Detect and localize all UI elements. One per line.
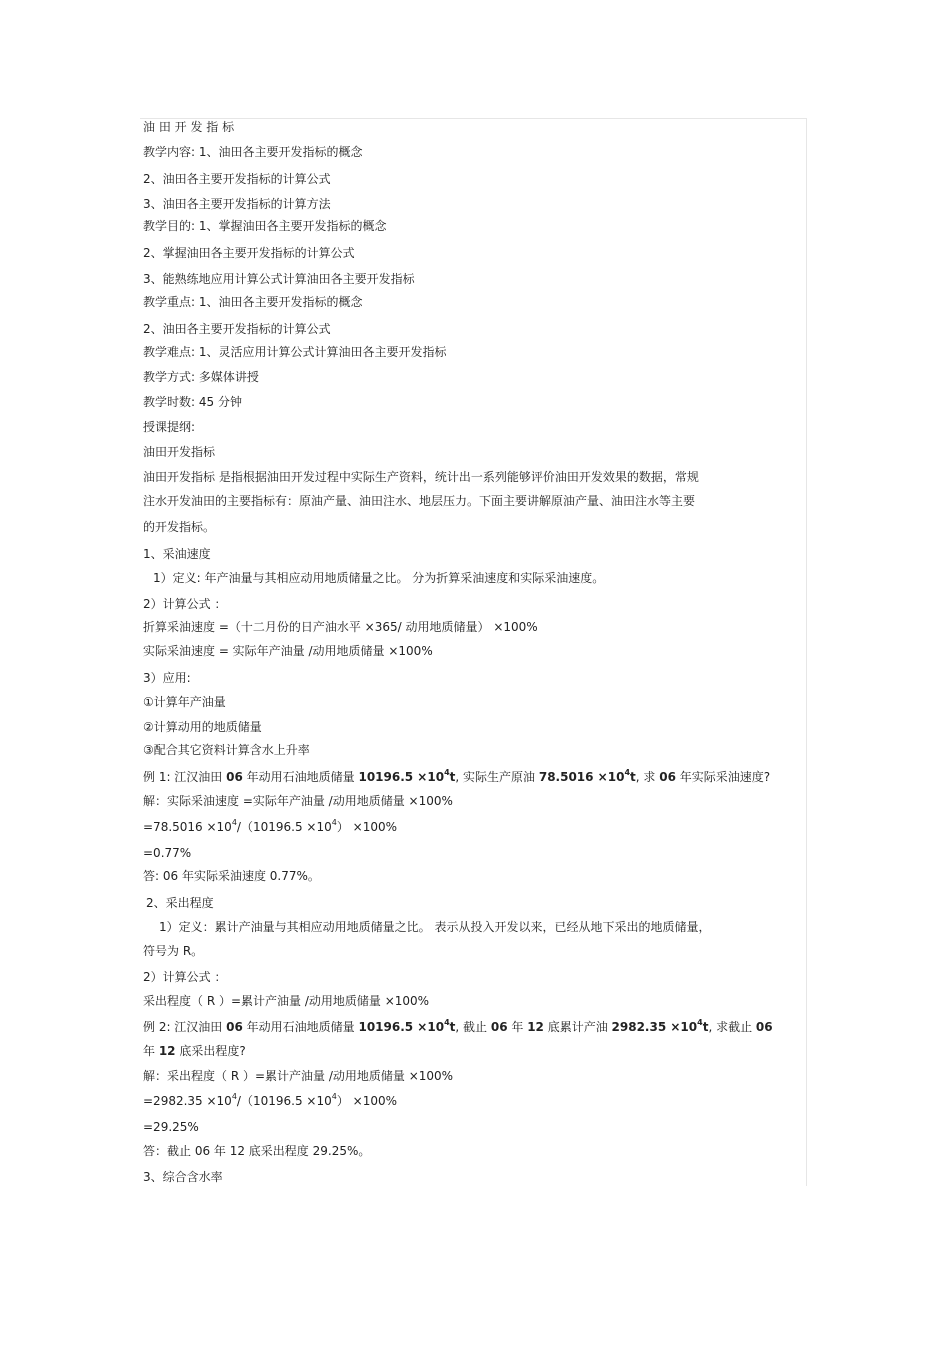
- list-item: ③配合其它资料计算含水上升率: [143, 743, 310, 757]
- text-line: 3、油田各主要开发指标的计算方法: [143, 197, 331, 211]
- section-heading: 2、采出程度: [146, 896, 214, 910]
- definition-line: 1）定义: 年产油量与其相应动用地质储量之比。 分为折算采油速度和实际采油速度。: [153, 571, 605, 585]
- list-item: ①计算年产油量: [143, 695, 226, 709]
- text-line: 3）应用:: [143, 671, 191, 685]
- text-line: 授课提纲:: [143, 420, 196, 434]
- formula-line: 采出程度（ R ）=累计产油量 /动用地质储量 ×100%: [143, 994, 430, 1008]
- list-item: ②计算动用的地质储量: [143, 720, 262, 734]
- solution-line: =0.77%: [143, 846, 192, 860]
- text-line: 符号为 R。: [143, 944, 204, 958]
- text-line: 2、油田各主要开发指标的计算公式: [143, 322, 331, 336]
- text-line: 教学目的: 1、掌握油田各主要开发指标的概念: [143, 219, 387, 233]
- section-heading: 3、综合含水率: [143, 1170, 223, 1184]
- text-line: 教学方式: 多媒体讲授: [143, 370, 259, 384]
- paragraph-line: 注水开发油田的主要指标有：原油产量、油田注水、地层压力。下面主要讲解原油产量、油田注水等主要: [143, 494, 696, 508]
- text-line: 2、油田各主要开发指标的计算公式: [143, 172, 331, 186]
- solution-line: $=2982.35 \times 10^4/(10196.5 \times 10^4) \times 100\%$: [143, 1092, 398, 1108]
- text-line: 教学内容: 1、油田各主要开发指标的概念: [143, 145, 363, 159]
- example-1: 例 1: 江汉油田 06 年动用石油地质储量 $10196.5 \times 10^4t$, 实际生产原油 $78.5016 \times 10^4t$, 求 06 年实际采油速度?: [143, 768, 771, 784]
- text-line: 教学重点: 1、油田各主要开发指标的概念: [143, 295, 363, 309]
- paragraph-line: 的开发指标。: [143, 520, 216, 534]
- text-line: 2）计算公式 ：: [143, 597, 227, 611]
- section-heading: 1、采油速度: [143, 547, 211, 561]
- text-line: 教学时数: 45 分钟: [143, 395, 242, 409]
- solution-line: 解：采出程度（ R ）=累计产油量 /动用地质储量 ×100%: [143, 1069, 454, 1083]
- section-heading: 油田开发指标: [143, 445, 216, 459]
- solution-line: =29.25%: [143, 1120, 199, 1134]
- text-line: 3、能熟练地应用计算公式计算油田各主要开发指标: [143, 272, 415, 286]
- text-line: 2、掌握油田各主要开发指标的计算公式: [143, 246, 355, 260]
- solution-line: 解：实际采油速度 =实际年产油量 /动用地质储量 ×100%: [143, 794, 453, 808]
- formula-line: 折算采油速度 =（十二月份的日产油水平 ×365/ 动用地质储量） ×100%: [143, 620, 538, 634]
- answer-line: 答：截止 06 年 12 底采出程度 29.25%。: [143, 1144, 371, 1158]
- formula-line: 实际采油速度 = 实际年产油量 /动用地质储量 ×100%: [143, 644, 433, 658]
- text-line: 教学难点: 1、灵活应用计算公式计算油田各主要开发指标: [143, 345, 447, 359]
- text-line: 2）计算公式 ：: [143, 970, 227, 984]
- solution-line: $=78.5016 \times 10^4/(10196.5 \times 10^4) \times 100\%$: [143, 818, 398, 834]
- paragraph-line: 油田开发指标 是指根据油田开发过程中实际生产资料，统计出一系列能够评价油田开发效果的数据，常规: [143, 470, 699, 484]
- definition-line: 1）定义：累计产油量与其相应动用地质储量之比。 表示从投入开发以来，已经从地下采出的地质储量，: [159, 920, 711, 934]
- example-2-cont: 年 12 底采出程度?: [143, 1044, 246, 1058]
- example-2: 例 2: 江汉油田 06 年动用石油地质储量 $10196.5 \times 10^4t$, 截止 06 年 12 底累计产油 $2982.35 \times 10^4t$, 求截止 06: [143, 1018, 773, 1034]
- answer-line: 答: 06 年实际采油速度 0.77%。: [143, 869, 320, 883]
- doc-title: 油 田 开 发 指 标: [143, 120, 235, 134]
